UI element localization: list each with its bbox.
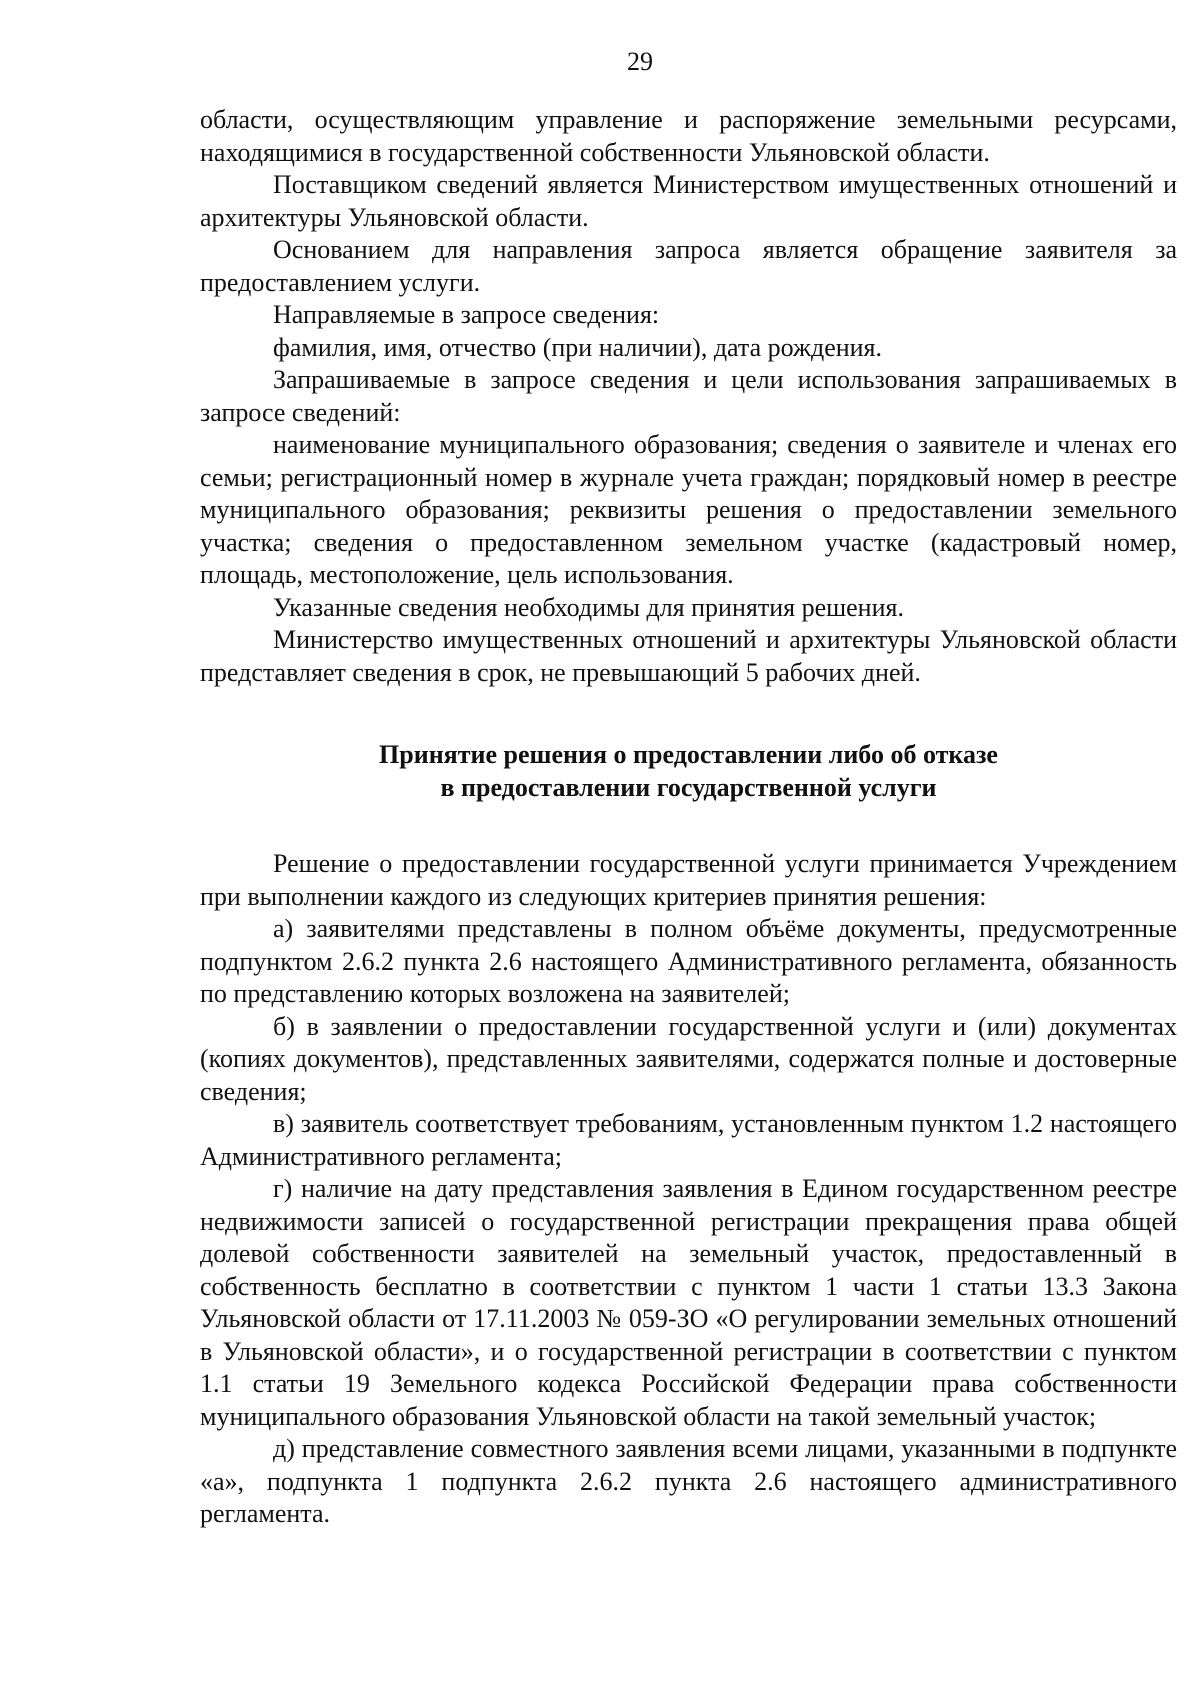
paragraph: г) наличие на дату представления заявления в Едином государственном реестре недвижимости записей о государственной регистрации прекращения права общей долевой собственности заявителей на земельный участок, предоставленный в собственность бесплатно в соответствии с пунктом 1 части 1 статьи 13.3 Закона Ульяновской области от 17.11.2003 № 059-ЗО «О регулировании земельных отношений в Ульяновской области», и о государственной регистрации в соответствии с пунктом 1.1 статьи 19 Земельного кодекса Российской Федерации права собственности муниципального образования Ульяновской области на такой земельный участок; <box>200 1174 1177 1431</box>
paragraph: фамилия, имя, отчество (при наличии), дата рождения. <box>273 332 883 362</box>
page-number: 29 <box>627 47 653 76</box>
section-intro <box>200 104 1177 689</box>
document-body <box>200 104 1177 1531</box>
paragraph: области, осуществляющим управление и распоряжение земельными ресурсами, находящимися в государственной собственности Ульяновской области. <box>200 105 1177 167</box>
section-heading-line-2: в предоставлении государственной услуги <box>440 772 937 802</box>
paragraph: наименование муниципального образования; сведения о заявителе и членах его семьи; регистрационный номер в журнале учета граждан; порядковый номер в реестре муниципального образования; реквизиты решения о предоставлении земельного участка; сведения о предоставленном земельном участке (кадастровый номер, площадь, местоположение, цель использования. <box>200 430 1177 589</box>
paragraph: б) в заявлении о предоставлении государственной услуги и (или) документах (копиях документов), представленных заявителями, содержатся полные и достоверные сведения; <box>200 1011 1177 1106</box>
paragraph: Решение о предоставлении государственной услуги принимается Учреждением при выполнении каждого из следующих критериев принятия решения: <box>200 849 1177 911</box>
paragraph: Указанные сведения необходимы для принятия решения. <box>273 592 904 622</box>
paragraph: Основанием для направления запроса является обращение заявителя за предоставлением услуги. <box>200 235 1177 297</box>
paragraph: в) заявитель соответствует требованиям, установленным пунктом 1.2 настоящего Административного регламента; <box>200 1109 1177 1171</box>
section-decision-criteria <box>200 848 1177 1531</box>
paragraph: Министерство имущественных отношений и архитектуры Ульяновской области представляет сведения в срок, не превышающий 5 рабочих дней. <box>200 625 1177 687</box>
paragraph: Запрашиваемые в запросе сведения и цели использования запрашиваемых в запросе сведений: <box>200 365 1177 427</box>
paragraph: д) представление совместного заявления всеми лицами, указанными в подпункте «а», подпункта 1 подпункта 2.6.2 пункта 2.6 настоящего административного регламента. <box>200 1434 1177 1528</box>
section-heading-line-1: Принятие решения о предоставлении либо об отказе <box>379 740 998 769</box>
paragraph: а) заявителями представлены в полном объёме документы, предусмотренные подпунктом 2.6.2 пункта 2.6 настоящего Административного регламента, обязанность по представлению которых возложена на заявителей; <box>200 914 1177 1008</box>
paragraph: Направляемые в запросе сведения: <box>273 300 660 329</box>
paragraph: Поставщиком сведений является Министерством имущественных отношений и архитектуры Ульяновской области. <box>200 170 1177 232</box>
